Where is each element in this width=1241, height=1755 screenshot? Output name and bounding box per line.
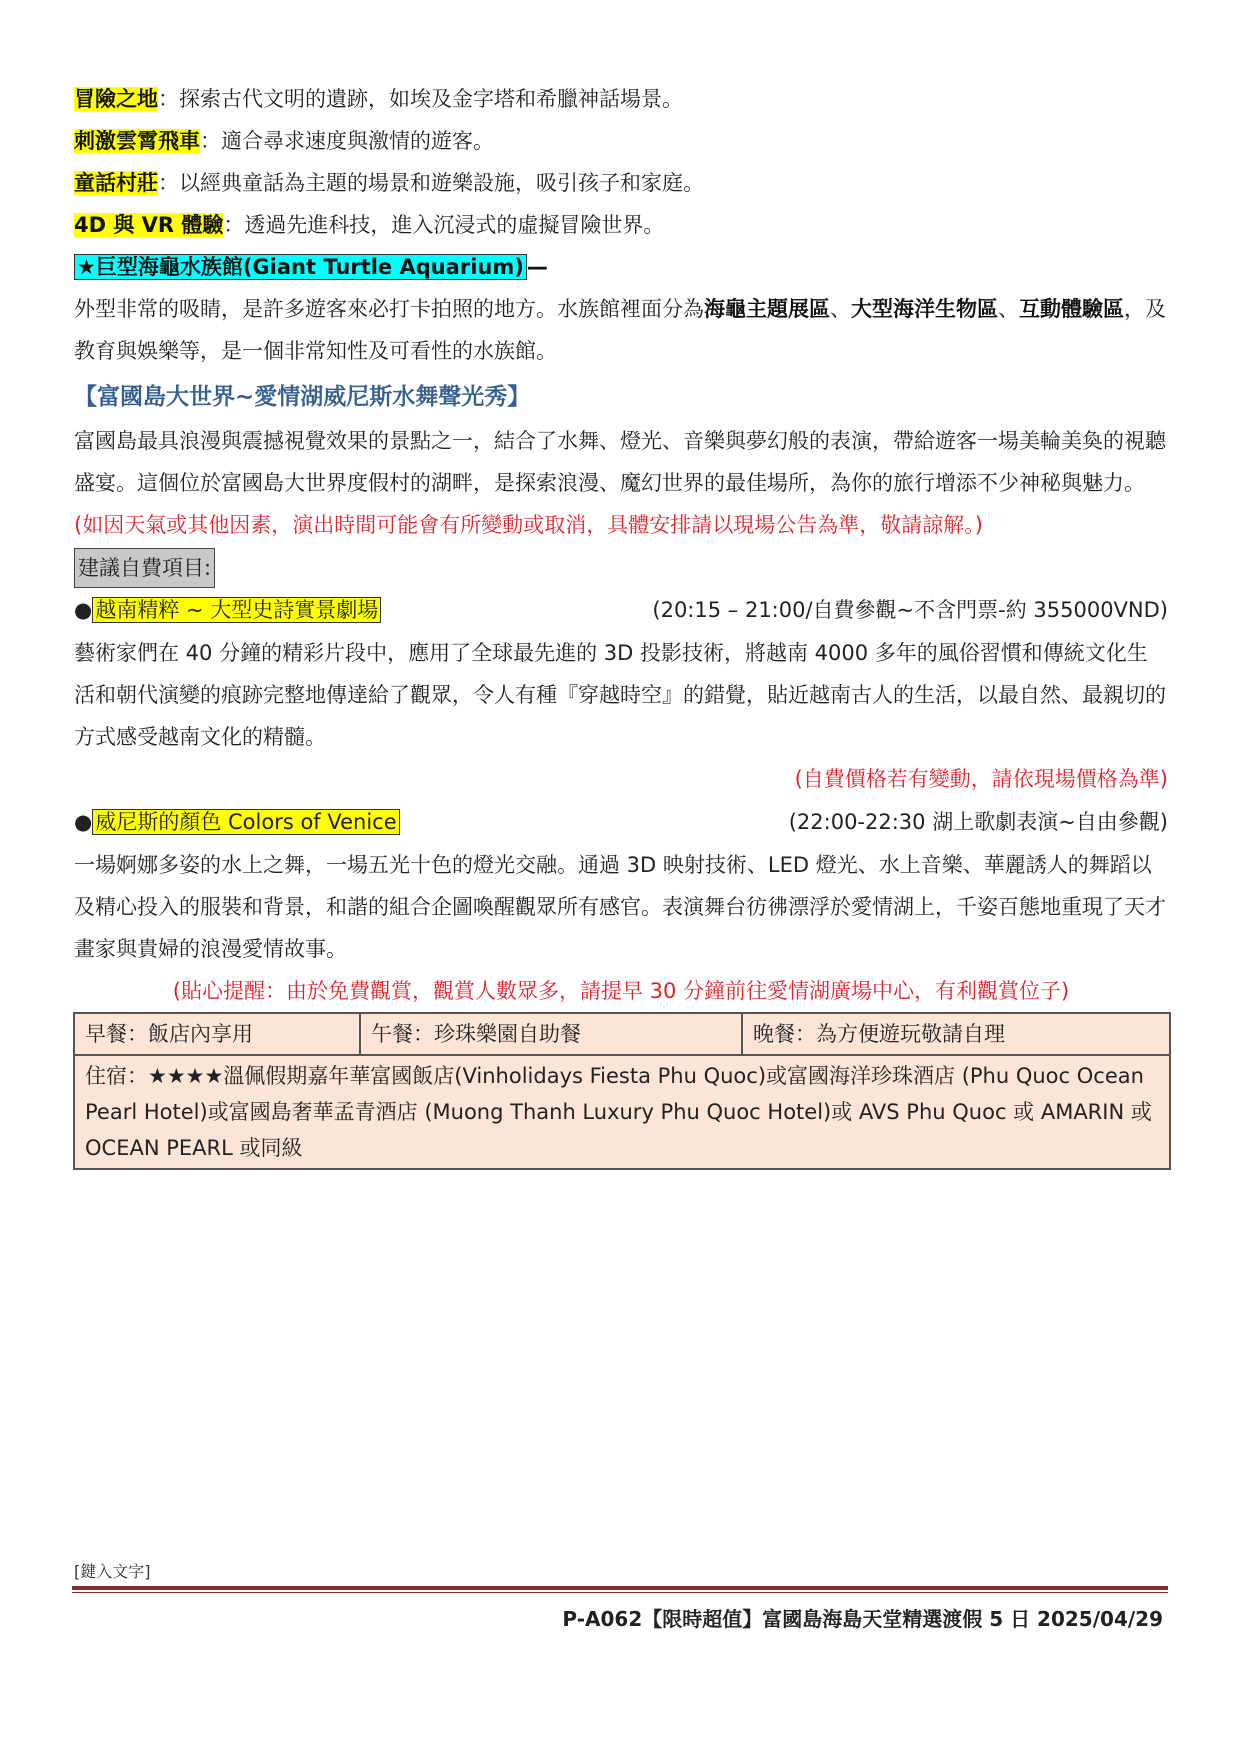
aquarium-zone: 海龜主題展區 (704, 297, 830, 321)
footer-divider-thin (72, 1592, 1168, 1593)
aquarium-zone: 互動體驗區 (1019, 297, 1124, 321)
aquarium-zone: 大型海洋生物區 (851, 297, 998, 321)
aquarium-dash: — (526, 255, 548, 279)
optional-item-header (74, 588, 1168, 632)
meals-table (73, 1012, 1171, 1170)
optional-item-header (74, 800, 1168, 844)
aquarium-desc-1: 外型非常的吸睛，是許多遊客來必打卡拍照的地方。水族館裡面分為 (74, 297, 704, 321)
optional-item-info: (22:00-22:30 湖上歌劇表演~自由參觀) (788, 810, 1168, 834)
bullet-icon: ● (74, 598, 93, 622)
aquarium-description (74, 288, 1168, 372)
aquarium-desc-2: ，及教育與娛樂等，是一個非常知性及可看性的水族館。 (74, 297, 1166, 363)
optional-label: 建議自費項目: (74, 548, 215, 588)
optional-item-info: (20:15 – 21:00/自費參觀~不含門票-約 355000VND) (652, 598, 1168, 622)
attraction-desc: ：探索古代文明的遺跡，如埃及金字塔和希臘神話場景。 (158, 87, 683, 111)
optional-item-title (74, 588, 381, 632)
footer-placeholder-text: [鍵入文字] (74, 1562, 151, 1581)
optional-item-body: 一場婀娜多姿的水上之舞，一場五光十色的燈光交融。通過 3D 映射技術、LED 燈光、水上音樂、華麗誘人的舞蹈以及精心投入的服裝和背景，和諧的組合企圖喚醒觀眾所有感官。表演舞台彷彿漂浮於愛情湖上，千姿百態地重現了天才畫家與貴婦的浪漫愛情故事。 (74, 853, 1166, 961)
optional-item-title (74, 800, 400, 844)
viewing-tip-note: (貼心提醒：由於免費觀賞，觀賞人數眾多，請提早 30 分鐘前往愛情湖廣場中心，有利觀賞位子) (172, 979, 1070, 1003)
hotel-cell: 住宿：★★★★溫佩假期嘉年華富國飯店(Vinholidays Fiesta Phu Quoc)或富國海洋珍珠酒店 (Phu Quoc Ocean Pearl Hotel)或富國島奢華孟青酒店 (Muong Thanh Luxury Phu Quoc Hotel)或 AVS Phu Quoc 或 AMARIN 或 OCEAN PEARL 或同級 (74, 1055, 1170, 1169)
footer-divider (72, 1586, 1168, 1590)
attraction-desc: ：適合尋求速度與激情的遊客。 (200, 129, 494, 153)
attraction-line (74, 162, 1168, 204)
lunch-cell: 午餐：珍珠樂園自助餐 (360, 1013, 742, 1055)
optional-item-body: 藝術家們在 40 分鐘的精彩片段中，應用了全球最先進的 3D 投影技術，將越南 4000 多年的風俗習慣和傳統文化生活和朝代演變的痕跡完整地傳達給了觀眾，令人有種『穿越時空』的錯覺，貼近越南古人的生活，以最自然、最親切的方式感受越南文化的精髓。 (74, 641, 1166, 749)
show-section-title: 【富國島大世界~愛情湖威尼斯水舞聲光秀】 (74, 384, 531, 410)
footer-tour-code: P-A062【限時超值】富國島海島天堂精選渡假 5 日 2025/04/29 (562, 1607, 1163, 1631)
attraction-desc: ：透過先進科技，進入沉浸式的虛擬冒險世界。 (223, 213, 665, 237)
aquarium-title: ★巨型海龜水族館(Giant Turtle Aquarium) (74, 254, 527, 280)
optional-label-row (74, 546, 1168, 588)
aquarium-heading (74, 246, 1168, 288)
attraction-line (74, 204, 1168, 246)
document-page (74, 78, 1168, 1170)
aquarium-sep: 、 (830, 297, 851, 321)
aquarium-sep: 、 (998, 297, 1019, 321)
optional-item-name: 威尼斯的顏色 Colors of Venice (92, 809, 399, 835)
price-note: (自費價格若有變動，請依現場價格為準) (794, 767, 1168, 791)
bullet-icon: ● (74, 810, 93, 834)
weather-note: (如因天氣或其他因素，演出時間可能會有所變動或取消，具體安排請以現場公告為準，敬請諒解。) (74, 513, 983, 537)
dinner-cell: 晚餐：為方便遊玩敬請自理 (742, 1013, 1170, 1055)
attraction-name: 冒險之地 (74, 87, 158, 111)
optional-item-name: 越南精粹 ~ 大型史詩實景劇場 (92, 597, 381, 623)
attraction-line (74, 120, 1168, 162)
attraction-desc: ：以經典童話為主題的場景和遊樂設施，吸引孩子和家庭。 (158, 171, 704, 195)
attraction-line (74, 78, 1168, 120)
breakfast-cell: 早餐：飯店內享用 (74, 1013, 360, 1055)
attraction-name: 4D 與 VR 體驗 (74, 213, 224, 237)
meals-row (74, 1013, 1170, 1055)
attraction-name: 童話村莊 (74, 171, 158, 195)
show-section-body: 富國島最具浪漫與震撼視覺效果的景點之一，結合了水舞、燈光、音樂與夢幻般的表演，帶給遊客一場美輪美奐的視聽盛宴。這個位於富國島大世界度假村的湖畔，是探索浪漫、魔幻世界的最佳場所，為你的旅行增添不少神秘與魅力。 (74, 429, 1166, 495)
attraction-name: 刺激雲霄飛車 (74, 129, 200, 153)
hotel-row (74, 1055, 1170, 1169)
